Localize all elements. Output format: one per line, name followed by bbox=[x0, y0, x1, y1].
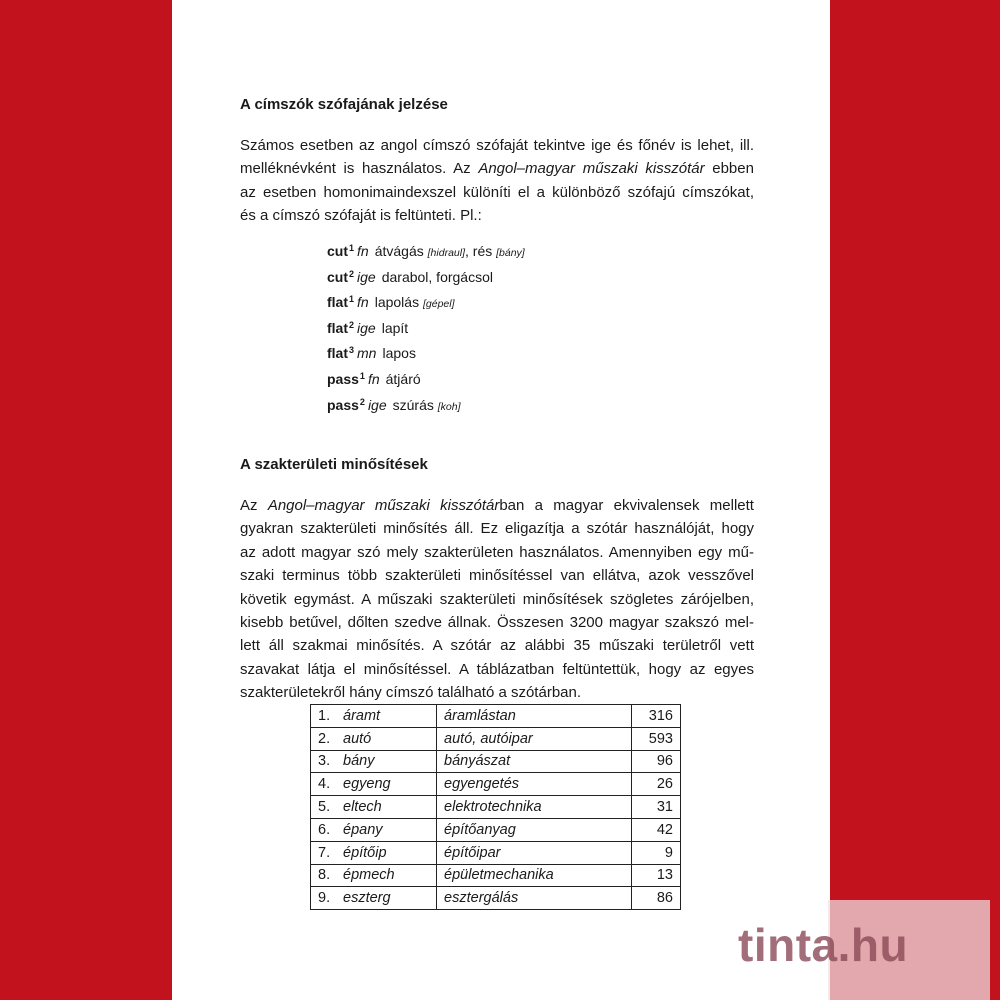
translation: szúrás bbox=[392, 396, 434, 413]
row-number: 6. bbox=[311, 818, 342, 841]
headword-text: cut bbox=[327, 268, 348, 285]
paragraph-line: Számos esetben az angol címszó szófaját tekintve ige és főnév is lehet, ill. bbox=[240, 137, 754, 154]
domain-full-name: autó, autóipar bbox=[437, 727, 632, 750]
table-row bbox=[311, 750, 681, 773]
row-number: 1. bbox=[311, 705, 342, 728]
domain-full-name: bányászat bbox=[437, 750, 632, 773]
text-run: melléknévként is használatos. Az Angol–magyar műszaki kisszótár ebben bbox=[240, 160, 754, 178]
part-of-speech: mn bbox=[357, 345, 377, 362]
row-number: 3. bbox=[311, 750, 342, 773]
paragraph-line: követik egymást. A műszaki szakterületi minősítések szögletes zárójelben, bbox=[240, 590, 754, 608]
domain-label: [hidraul] bbox=[427, 247, 465, 259]
translation: átvágás bbox=[374, 243, 424, 259]
translation: darabol, forgácsol bbox=[381, 268, 493, 285]
entry-headword bbox=[327, 371, 365, 387]
table-row bbox=[311, 841, 681, 864]
table-row bbox=[311, 796, 681, 819]
paragraph-line: szaki terminus több szakterületi minősítéssel van ellátva, azok vesszővel bbox=[240, 567, 754, 585]
example-entry bbox=[327, 313, 525, 339]
paragraph-line: szavakat látja el minősítéssel. A táblázatban feltüntettük, hogy az egyes bbox=[240, 660, 754, 678]
homonym-index: 1 bbox=[349, 294, 355, 305]
domain-label: [koh] bbox=[437, 400, 461, 413]
part-of-speech: fn bbox=[367, 370, 380, 387]
translation: lapos bbox=[382, 345, 416, 362]
homonym-index: 3 bbox=[349, 345, 355, 356]
homonym-index: 2 bbox=[359, 396, 365, 407]
domain-full-name: egyengetés bbox=[437, 773, 632, 796]
domain-full-name: elektrotechnika bbox=[437, 796, 632, 819]
headword-count: 316 bbox=[632, 705, 681, 728]
domain-full-name: épületmechanika bbox=[437, 864, 632, 887]
domain-full-name: áramlástan bbox=[437, 705, 632, 728]
table-row bbox=[311, 864, 681, 887]
paragraph-domain-labels bbox=[240, 494, 754, 705]
homonym-index: 1 bbox=[349, 243, 355, 253]
domain-full-name: építőanyag bbox=[437, 818, 632, 841]
row-number: 5. bbox=[311, 796, 342, 819]
example-entry bbox=[327, 287, 525, 313]
watermark-logo: tinta.hu bbox=[738, 919, 909, 971]
table-row bbox=[311, 887, 681, 910]
example-entries bbox=[327, 236, 525, 415]
domain-abbreviation: épmech bbox=[341, 864, 437, 887]
part-of-speech: fn bbox=[357, 294, 369, 311]
headword-count: 42 bbox=[632, 818, 681, 841]
entry-headword bbox=[327, 294, 354, 310]
domain-label: [gépel] bbox=[422, 298, 455, 311]
paragraph-line: Az Angol–magyar műszaki kisszótárban a magyar ekvivalensek mellett bbox=[240, 497, 754, 514]
domain-abbreviation: autó bbox=[341, 727, 437, 750]
entry-headword bbox=[327, 345, 354, 361]
example-entry bbox=[327, 236, 525, 262]
domain-abbreviation: áramt bbox=[341, 705, 437, 728]
homonym-index: 1 bbox=[359, 370, 365, 381]
headword-text: flat bbox=[327, 319, 348, 336]
homonym-index: 2 bbox=[349, 319, 355, 330]
entry-headword bbox=[327, 397, 365, 413]
headword-count: 26 bbox=[632, 773, 681, 796]
headword-count: 31 bbox=[632, 796, 681, 819]
section-heading-domain-labels: A szakterületi minősítések bbox=[240, 456, 428, 473]
entry-headword bbox=[327, 269, 354, 285]
row-number: 4. bbox=[311, 773, 342, 796]
example-entry bbox=[327, 262, 525, 288]
table-row bbox=[311, 818, 681, 841]
paragraph-line bbox=[240, 157, 754, 180]
domain-full-name: építőipar bbox=[437, 841, 632, 864]
headword-count: 9 bbox=[632, 841, 681, 864]
domain-table-body bbox=[311, 705, 681, 910]
domain-abbreviation: épany bbox=[341, 818, 437, 841]
paragraph-line: az adott magyar szó mely szakterületen használatos. Amennyiben egy mű- bbox=[240, 543, 754, 561]
table-row bbox=[311, 773, 681, 796]
headword-text: pass bbox=[327, 396, 359, 413]
part-of-speech: ige bbox=[367, 396, 387, 413]
domain-abbreviation: eltech bbox=[341, 796, 437, 819]
part-of-speech: fn bbox=[357, 243, 369, 259]
dictionary-title: Angol–magyar műszaki kisszótár bbox=[267, 497, 500, 514]
row-number: 8. bbox=[311, 864, 342, 887]
domain-label-secondary: [bány] bbox=[496, 247, 525, 259]
example-entry bbox=[327, 390, 525, 416]
paragraph-line: kisebb betűvel, dőlten szedve állnak. Összesen 3200 magyar szakszó mel- bbox=[240, 614, 754, 632]
entry-headword bbox=[327, 320, 354, 336]
headword-count: 96 bbox=[632, 750, 681, 773]
table-row bbox=[311, 705, 681, 728]
paragraph-line: az esetben homonimaindexszel különíti el a különböző szófajú címszókat, bbox=[240, 183, 754, 201]
document-page bbox=[172, 0, 830, 1000]
domain-abbreviation: bány bbox=[341, 750, 437, 773]
headword-count: 593 bbox=[632, 727, 681, 750]
table-row bbox=[311, 727, 681, 750]
domain-full-name: esztergálás bbox=[437, 887, 632, 910]
paragraph-line: gyakran szakterületi minősítés áll. Ez eligazítja a szótár használóját, hogy bbox=[240, 520, 754, 538]
headword-text: pass bbox=[327, 370, 359, 387]
paragraph-line: lett áll szakmai minősítés. A szótár az alábbi 35 műszaki területről vett bbox=[240, 637, 754, 655]
entry-headword bbox=[327, 243, 354, 259]
dictionary-title: Angol–magyar műszaki kisszótár bbox=[478, 160, 705, 178]
row-number: 7. bbox=[311, 841, 342, 864]
translation: lapít bbox=[381, 319, 409, 336]
headword-text: cut bbox=[327, 243, 348, 259]
domain-table bbox=[310, 704, 681, 910]
translation-secondary: , rés bbox=[465, 243, 493, 259]
translation: lapolás bbox=[374, 294, 420, 311]
headword-count: 86 bbox=[632, 887, 681, 910]
section-heading-part-of-speech: A címszók szófajának jelzése bbox=[240, 96, 448, 113]
row-number: 9. bbox=[311, 887, 342, 910]
headword-text: flat bbox=[327, 294, 348, 311]
example-entry bbox=[327, 364, 525, 390]
paragraph-part-of-speech bbox=[240, 134, 754, 228]
part-of-speech: ige bbox=[357, 319, 376, 336]
translation: átjáró bbox=[385, 370, 421, 387]
domain-abbreviation: építőip bbox=[341, 841, 437, 864]
paragraph-line: szakterületekről hány címszó található a szótárban. bbox=[240, 684, 582, 702]
domain-abbreviation: eszterg bbox=[341, 887, 437, 910]
domain-abbreviation: egyeng bbox=[341, 773, 437, 796]
homonym-index: 2 bbox=[349, 268, 355, 279]
part-of-speech: ige bbox=[357, 268, 376, 285]
headword-count: 13 bbox=[632, 864, 681, 887]
paragraph-line: és a címszó szófaját is feltünteti. Pl.: bbox=[240, 207, 482, 225]
row-number: 2. bbox=[311, 727, 342, 750]
example-entry bbox=[327, 338, 525, 364]
headword-text: flat bbox=[327, 345, 348, 362]
